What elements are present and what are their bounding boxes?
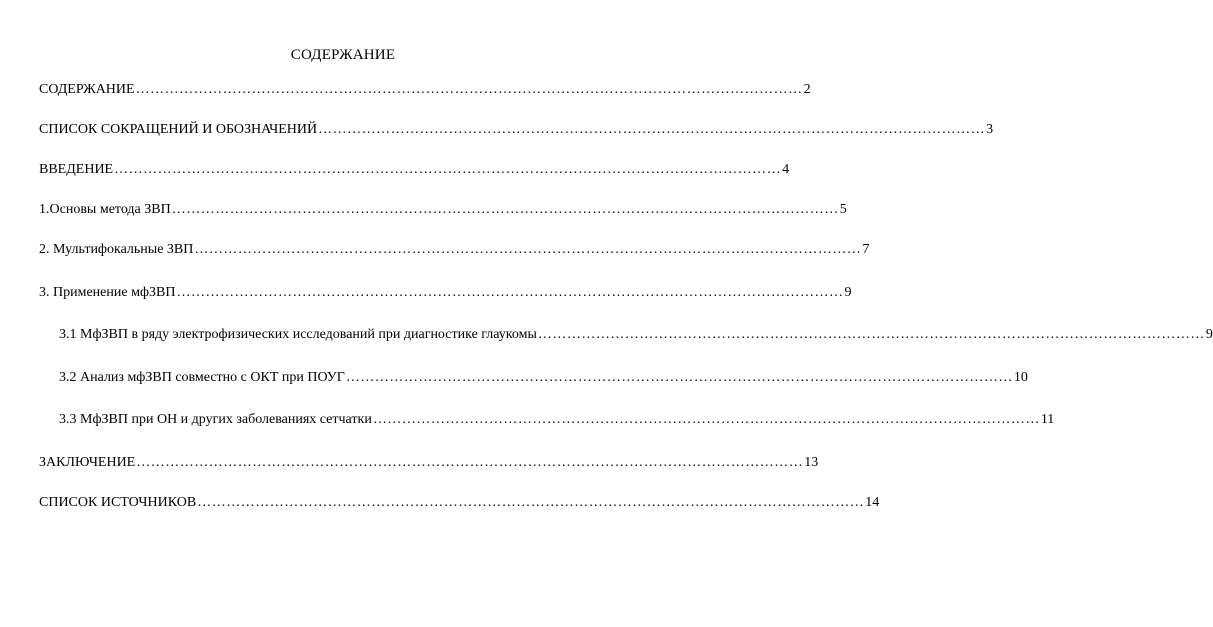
toc-entry[interactable] — [39, 161, 790, 179]
toc-entry-label: СОДЕРЖАНИЕ — [39, 82, 135, 97]
toc-entry-page: 7 — [862, 242, 870, 257]
toc-entry-label: 3.2 Анализ мфЗВП совместно с ОКТ при ПОУГ — [59, 370, 345, 385]
toc-entry[interactable] — [39, 121, 994, 139]
toc-entry-page: 10 — [1013, 370, 1028, 385]
toc-entry-page: 5 — [839, 202, 847, 217]
dot-leader: ………………………………………………………………………………………………………………………… — [114, 162, 782, 177]
dot-leader: ………………………………………………………………………………………………………………………… — [171, 202, 839, 217]
toc-entry-label: 3. Применение мфЗВП — [39, 285, 176, 300]
toc-title: СОДЕРЖАНИЕ — [290, 47, 396, 63]
dot-leader: ………………………………………………………………………………………………………………………… — [176, 285, 844, 300]
toc-entry-label: ВВЕДЕНИЕ — [39, 162, 114, 177]
toc-entry-label: 2. Мультифокальные ЗВП — [39, 242, 194, 257]
toc-entry-label: СПИСОК СОКРАЩЕНИЙ И ОБОЗНАЧЕНИЙ — [39, 122, 318, 137]
toc-subentry[interactable] — [59, 326, 1213, 344]
toc-entry-label: 3.3 МфЗВП при ОН и других заболеваниях сетчатки — [59, 412, 372, 427]
dot-leader: ………………………………………………………………………………………………………………………… — [318, 122, 986, 137]
dot-leader: ………………………………………………………………………………………………………………………… — [197, 495, 865, 510]
dot-leader: ………………………………………………………………………………………………………………………… — [135, 82, 803, 97]
toc-entry[interactable] — [39, 454, 819, 472]
toc-entry[interactable] — [39, 241, 870, 259]
toc-entry-label: СПИСОК ИСТОЧНИКОВ — [39, 495, 197, 510]
toc-subentry[interactable] — [59, 369, 1028, 387]
dot-leader: ………………………………………………………………………………………………………………………… — [537, 327, 1205, 342]
toc-entry-label: ЗАКЛЮЧЕНИЕ — [39, 455, 136, 470]
toc-entry-page: 9 — [1205, 327, 1213, 342]
toc-entry-page: 4 — [782, 162, 790, 177]
toc-entry-label: 3.1 МфЗВП в ряду электрофизических исследований при диагностике глаукомы — [59, 327, 537, 342]
toc-entry[interactable] — [39, 284, 852, 302]
toc-entry[interactable] — [39, 81, 811, 99]
toc-entry-page: 11 — [1040, 412, 1055, 427]
dot-leader: ………………………………………………………………………………………………………………………… — [194, 242, 862, 257]
dot-leader: ………………………………………………………………………………………………………………………… — [372, 412, 1040, 427]
toc-entry[interactable] — [39, 494, 880, 512]
dot-leader: ………………………………………………………………………………………………………………………… — [345, 370, 1013, 385]
toc-entry-page: 2 — [803, 82, 811, 97]
toc-entry-page: 14 — [865, 495, 880, 510]
dot-leader: ………………………………………………………………………………………………………………………… — [136, 455, 804, 470]
toc-entry-page: 9 — [844, 285, 852, 300]
toc-subentry[interactable] — [59, 411, 1055, 429]
toc-entry-page: 13 — [804, 455, 819, 470]
toc-entry-label: 1.Основы метода ЗВП — [39, 202, 171, 217]
toc-entry[interactable] — [39, 201, 847, 219]
toc-entry-page: 3 — [986, 122, 994, 137]
